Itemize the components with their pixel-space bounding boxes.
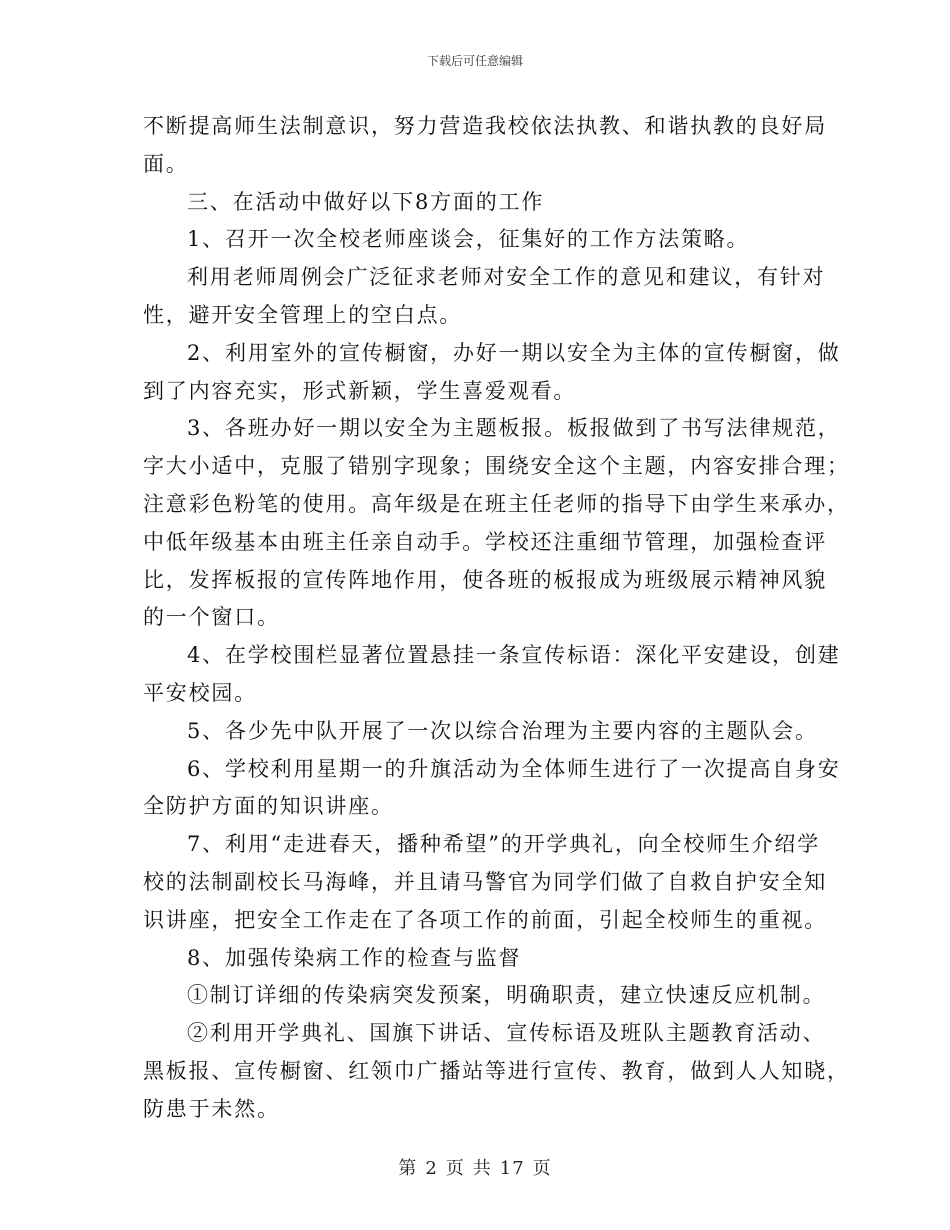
body-line: 注意彩色粉笔的使用。高年级是在班主任老师的指导下由学生来承办，: [143, 491, 850, 516]
body-line: 面。: [143, 151, 189, 176]
body-line: 平安校园。: [143, 680, 257, 705]
body-line: 中低年级基本由班主任亲自动手。学校还注重细节管理，加强检查评: [143, 529, 827, 554]
page-footer: [0, 1154, 950, 1180]
page-header-note: 下载后可任意编辑: [426, 54, 523, 68]
body-line: 黑板报、宣传橱窗、红领巾广播站等进行宣传、教育，做到人人知晓，: [143, 1058, 850, 1083]
body-line: 到了内容充实，形式新颖，学生喜爱观看。: [143, 378, 577, 403]
body-line: 字大小适中，克服了错别字现象；围绕安全这个主题，内容安排合理；: [143, 454, 850, 479]
document-body: [143, 108, 850, 1129]
body-line: 校的法制副校长马海峰，并且请马警官为同学们做了自救自护安全知: [143, 869, 827, 894]
body-line: 识讲座，把安全工作走在了各项工作的前面，引起全校师生的重视。: [143, 907, 827, 932]
footer-page-word: 页: [445, 1158, 465, 1179]
body-line: 性，避开安全管理上的空白点。: [143, 302, 463, 327]
body-line: 不断提高师生法制意识，努力营造我校依法执教、和谐执教的良好局: [143, 114, 827, 138]
total-page-count: 17: [499, 1158, 525, 1179]
item-heading: 2、利用室外的宣传橱窗，办好一期以安全为主体的宣传橱窗，做: [187, 340, 841, 365]
body-line: 防患于未然。: [143, 1096, 280, 1121]
item-heading: 3、各班办好一期以安全为主题板报。板报做到了书写法律规范，: [187, 416, 841, 441]
item-heading: 5、各少先中队开展了一次以综合治理为主要内容的主题队会。: [187, 718, 818, 743]
item-heading: 4、在学校围栏显著位置悬挂一条宣传标语：深化平安建设，创建: [187, 643, 841, 668]
footer-suffix: 页: [532, 1158, 552, 1179]
section-heading: 三、在活动中做好以下8方面的工作: [187, 189, 545, 214]
body-line: 全防护方面的知识讲座。: [143, 794, 394, 819]
item-heading: 7、利用“走进春天，播种希望”的开学典礼，向全校师生介绍学: [187, 832, 821, 857]
sub-item: ②利用开学典礼、国旗下讲话、宣传标语及班队主题教育活动、: [187, 1021, 826, 1046]
item-heading: 1、召开一次全校老师座谈会，征集好的工作方法策略。: [187, 227, 750, 252]
item-heading: 8、加强传染病工作的检查与监督: [187, 945, 522, 970]
item-heading: 6、学校利用星期一的升旗活动为全体师生进行了一次提高自身安: [187, 756, 841, 781]
footer-prefix: 第: [398, 1158, 418, 1179]
body-line: 利用老师周例会广泛征求老师对安全工作的意见和建议，有针对: [187, 265, 826, 290]
current-page-number: 2: [425, 1158, 438, 1179]
body-line: 比，发挥板报的宣传阵地作用，使各班的板报成为班级展示精神风貌: [143, 567, 827, 592]
footer-total-word: 共: [472, 1158, 492, 1179]
sub-item: ①制订详细的传染病突发预案，明确职责，建立快速反应机制。: [187, 983, 826, 1008]
body-line: 的一个窗口。: [143, 605, 280, 630]
